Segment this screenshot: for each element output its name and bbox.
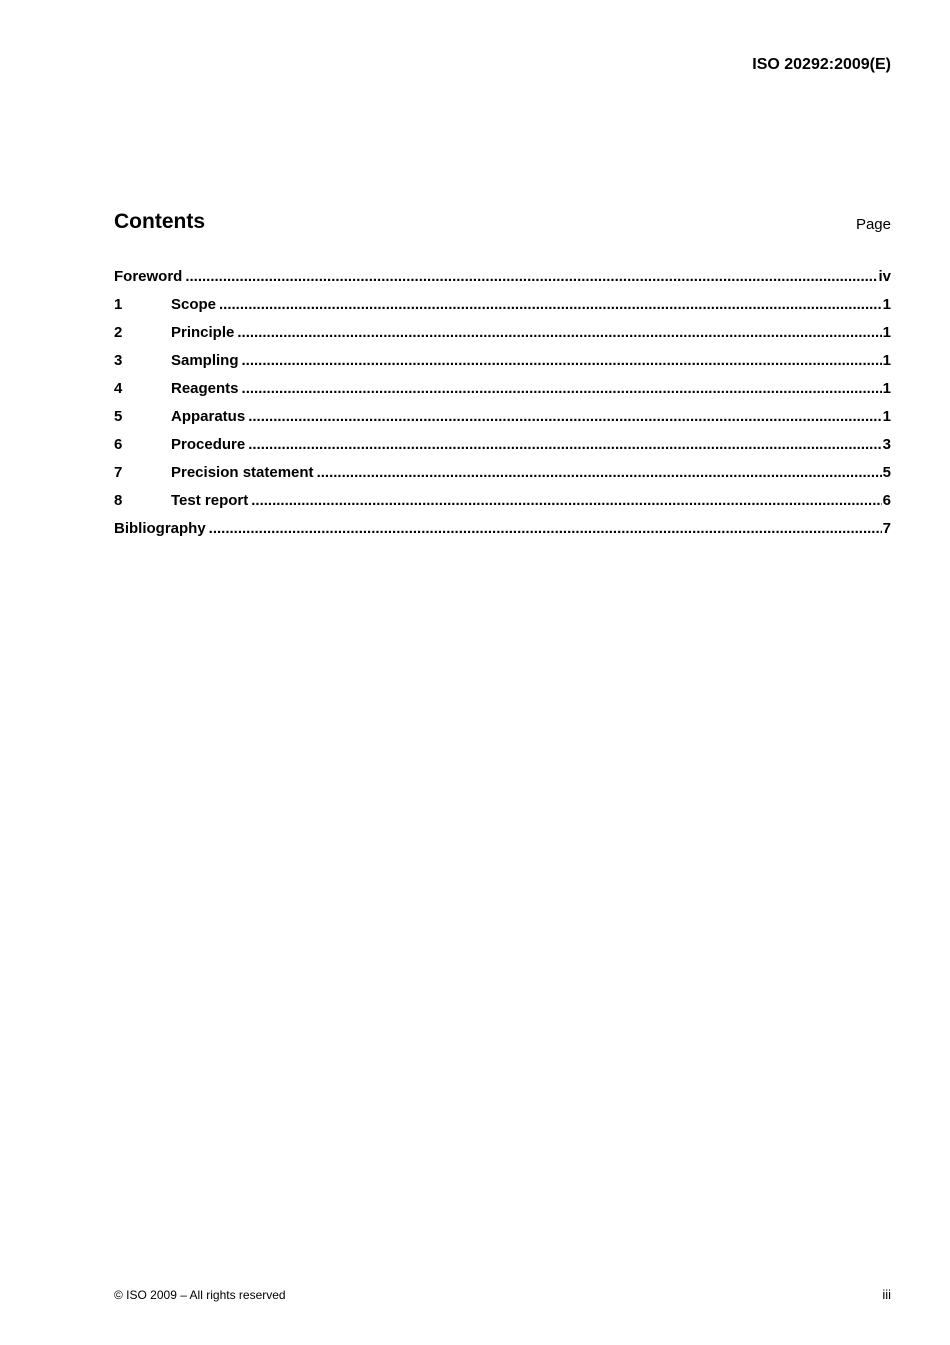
toc-entry-page: 5 <box>882 464 891 481</box>
toc-entry-title: Reagents <box>171 380 239 397</box>
toc-entry-number: 6 <box>114 436 123 453</box>
dot-leader <box>219 296 882 313</box>
toc-entry-number: 7 <box>114 464 123 481</box>
toc-entry-number: 8 <box>114 492 123 509</box>
toc-entry-page: 1 <box>882 380 891 397</box>
toc-entry-page: 6 <box>882 492 891 509</box>
toc-entry-number: 2 <box>114 324 123 341</box>
toc-entry-title: Test report <box>171 492 249 509</box>
toc-entry-number: 5 <box>114 408 123 425</box>
toc-entry-page: 1 <box>882 324 891 341</box>
toc-entry-number: 4 <box>114 380 123 397</box>
footer-page-number: iii <box>882 1287 891 1302</box>
dot-leader <box>317 464 882 481</box>
toc-entry-number: 1 <box>114 296 123 313</box>
contents-heading: Contents <box>114 210 205 233</box>
dot-leader <box>242 380 882 397</box>
toc-entry-page: 1 <box>882 296 891 313</box>
toc-entry-title: Bibliography <box>114 520 206 537</box>
toc-entry-page: iv <box>878 268 891 285</box>
dot-leader <box>185 268 877 285</box>
dot-leader <box>237 324 881 341</box>
toc-entry-page: 1 <box>882 352 891 369</box>
dot-leader <box>248 408 881 425</box>
toc-entry-sampling[interactable] <box>114 352 891 380</box>
toc-entry-page: 7 <box>882 520 891 537</box>
document-id: ISO 20292:2009(E) <box>752 56 891 73</box>
toc-entry-scope[interactable] <box>114 296 891 324</box>
toc-entry-title: Principle <box>171 324 235 341</box>
table-of-contents <box>114 268 891 548</box>
toc-entry-title: Scope <box>171 296 217 313</box>
toc-entry-title: Sampling <box>171 352 239 369</box>
footer-copyright: © ISO 2009 – All rights reserved <box>114 1288 286 1302</box>
dot-leader <box>242 352 882 369</box>
toc-entry-reagents[interactable] <box>114 380 891 408</box>
toc-entry-number: 3 <box>114 352 123 369</box>
toc-entry-precision-statement[interactable] <box>114 464 891 492</box>
dot-leader <box>248 436 881 453</box>
toc-entry-test-report[interactable] <box>114 492 891 520</box>
page-column-label: Page <box>855 216 891 233</box>
dot-leader <box>209 520 882 537</box>
toc-entry-principle[interactable] <box>114 324 891 352</box>
toc-entry-apparatus[interactable] <box>114 408 891 436</box>
toc-entry-bibliography[interactable] <box>114 520 891 548</box>
dot-leader <box>251 492 881 509</box>
toc-entry-page: 1 <box>882 408 891 425</box>
toc-entry-title: Precision statement <box>171 464 314 481</box>
toc-entry-title: Procedure <box>171 436 246 453</box>
toc-entry-title: Foreword <box>114 268 183 285</box>
toc-entry-title: Apparatus <box>171 408 246 425</box>
toc-entry-procedure[interactable] <box>114 436 891 464</box>
toc-entry-foreword[interactable] <box>114 268 891 296</box>
toc-entry-page: 3 <box>882 436 891 453</box>
